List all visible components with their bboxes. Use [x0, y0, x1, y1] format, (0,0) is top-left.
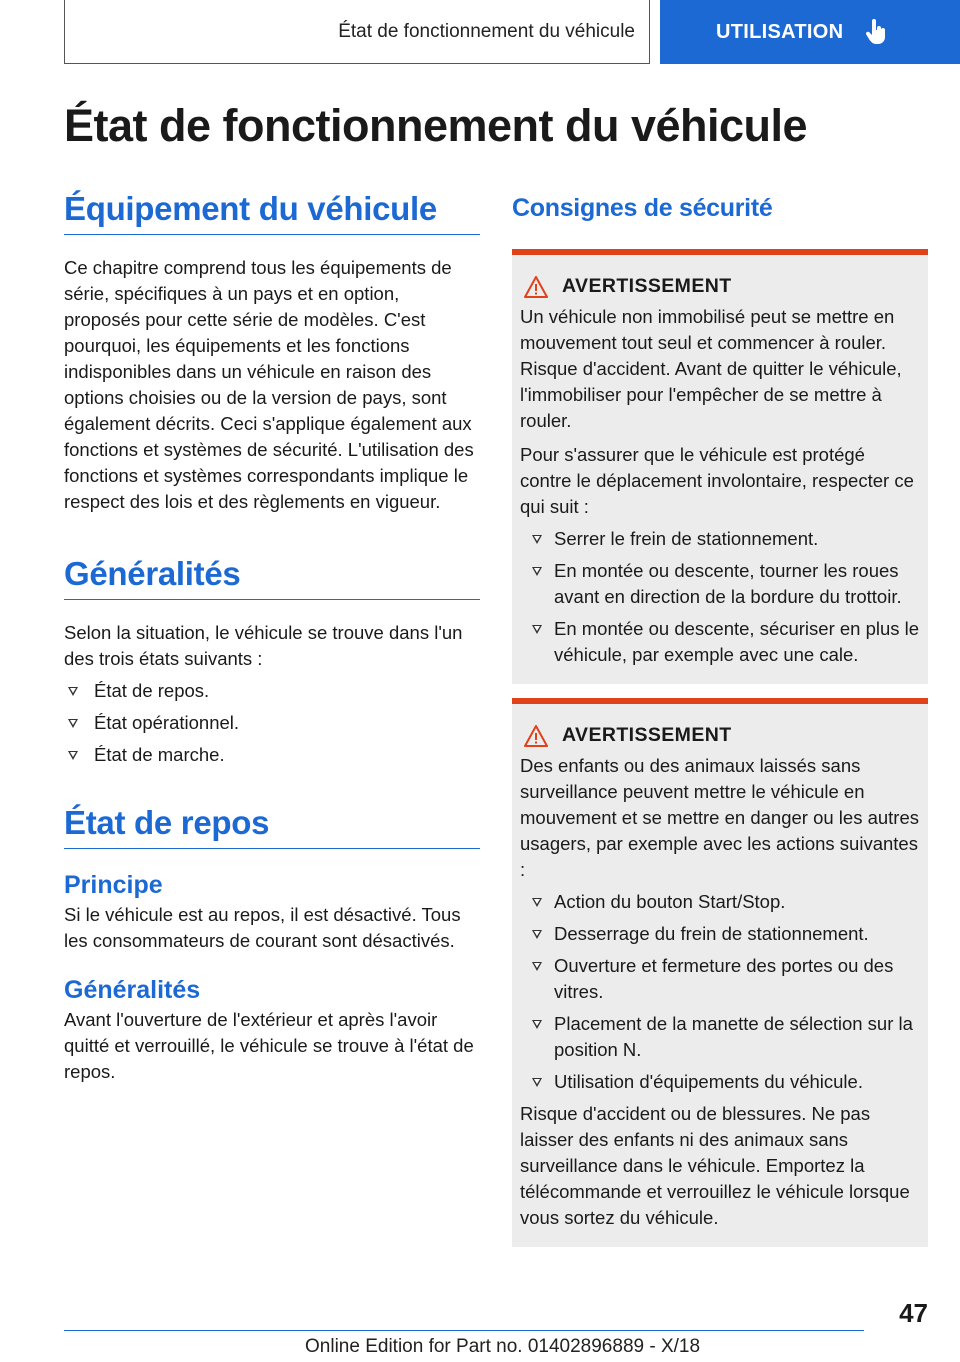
- bullet-triangle-icon: [532, 567, 542, 576]
- bullet-triangle-icon: [532, 1020, 542, 1029]
- list-item: Action du bouton Start/Stop.: [520, 889, 920, 915]
- warning-text: Un véhicule non immobilisé peut se mettre en mouvement tout seul et commencer à rouler. Risque d'accident. Avant de quitter le véhicule, l'immobiliser pour l'empêcher de se mettre à rouler.: [520, 306, 902, 431]
- subheading-generalites: Généralités: [64, 976, 201, 1004]
- list-item: Utilisation d'équipements du véhicule.: [520, 1069, 920, 1095]
- bullet-triangle-icon: [532, 962, 542, 971]
- list-item: En montée ou descente, sécuriser en plus le véhicule, par exemple avec une cale.: [520, 616, 920, 668]
- warning-text: Pour s'assurer que le véhicule est protégé contre le déplacement involontaire, respecter ce qui suit :: [520, 444, 914, 517]
- bullet-triangle-icon: [532, 930, 542, 939]
- warning-triangle-icon: [524, 725, 548, 747]
- header-section-title: État de fonctionnement du véhicule: [338, 20, 635, 42]
- warning-triangle-icon: [524, 276, 548, 298]
- warning-list: [520, 889, 920, 1095]
- principe-text: Si le véhicule est au repos, il est désactivé. Tous les consommateurs de courant sont désactivés.: [64, 904, 461, 951]
- warning-header: [520, 275, 920, 298]
- list-item: État de marche.: [64, 742, 480, 768]
- warning-text: Des enfants ou des animaux laissés sans surveillance peuvent mettre le véhicule en mouvement et se mettre en danger ou les autres usagers, par exemple avec les actions suivantes :: [520, 755, 919, 880]
- generalites-list: [64, 678, 480, 768]
- bullet-triangle-icon: [68, 751, 78, 760]
- section-heading-etat-repos: État de repos: [64, 804, 480, 849]
- bullet-triangle-icon: [532, 898, 542, 907]
- list-item: État opérationnel.: [64, 710, 480, 736]
- list-item: Desserrage du frein de stationnement.: [520, 921, 920, 947]
- generalites-text: Selon la situation, le véhicule se trouve dans l'un des trois états suivants :: [64, 622, 463, 669]
- header-section-tab: [64, 0, 650, 64]
- bullet-triangle-icon: [68, 719, 78, 728]
- hand-pointer-icon: [865, 19, 887, 45]
- warning-title: AVERTISSEMENT: [562, 724, 732, 746]
- list-item: Serrer le frein de stationnement.: [520, 526, 920, 552]
- footer-edition: Online Edition for Part no. 01402896889 - X/18: [305, 1336, 701, 1357]
- list-item: Placement de la manette de sélection sur la position N.: [520, 1011, 920, 1063]
- subheading-principe: Principe: [64, 871, 163, 899]
- list-item: Ouverture et fermeture des portes ou des vitres.: [520, 953, 920, 1005]
- left-column: [64, 190, 480, 1085]
- bullet-triangle-icon: [532, 1078, 542, 1087]
- bullet-triangle-icon: [532, 625, 542, 634]
- header-chapter-label: UTILISATION: [716, 20, 844, 43]
- right-column: [512, 190, 928, 1247]
- section-heading-generalites: Généralités: [64, 555, 480, 600]
- list-item: En montée ou descente, tourner les roues avant en direction de la bordure du trottoir.: [520, 558, 920, 610]
- page-number: 47: [899, 1298, 928, 1328]
- section-heading-consignes: Consignes de sécurité: [512, 194, 773, 222]
- equipement-text: Ce chapitre comprend tous les équipements de série, spécifiques à un pays et en option, proposés pour cette série de modèles. C'est pourquoi, les équipements et les fonctions indisponibles dans un véhicule en raison des options choisies ou de la version de pays, sont également décrits. Ceci s'applique également aux fonctions et systèmes de sécurité. L'utilisation des fonctions et systèmes correspondants implique le respect des lois et des règlements en vigueur.: [64, 257, 474, 512]
- repos-generalites-text: Avant l'ouverture de l'extérieur et après l'avoir quitté et verrouillé, le véhicule se trouve à l'état de repos.: [64, 1009, 474, 1082]
- section-heading-equipement: Équipement du véhicule: [64, 190, 480, 235]
- bullet-triangle-icon: [532, 535, 542, 544]
- list-item: État de repos.: [64, 678, 480, 704]
- warning-box-1: [512, 249, 928, 684]
- warning-list: [520, 526, 920, 668]
- header-chapter-tab[interactable]: [660, 0, 960, 64]
- warning-box-2: [512, 698, 928, 1247]
- warning-title: AVERTISSEMENT: [562, 275, 732, 297]
- warning-text: Risque d'accident ou de blessures. Ne pas laisser des enfants ni des animaux sans surveillance dans le véhicule. Emportez la télécommande et verrouillez le véhicule lorsque vous sortez du véhicule.: [520, 1103, 910, 1228]
- page-title: État de fonctionnement du véhicule: [64, 100, 808, 151]
- warning-header: [520, 724, 920, 747]
- footer-divider: [64, 1330, 864, 1331]
- bullet-triangle-icon: [68, 687, 78, 696]
